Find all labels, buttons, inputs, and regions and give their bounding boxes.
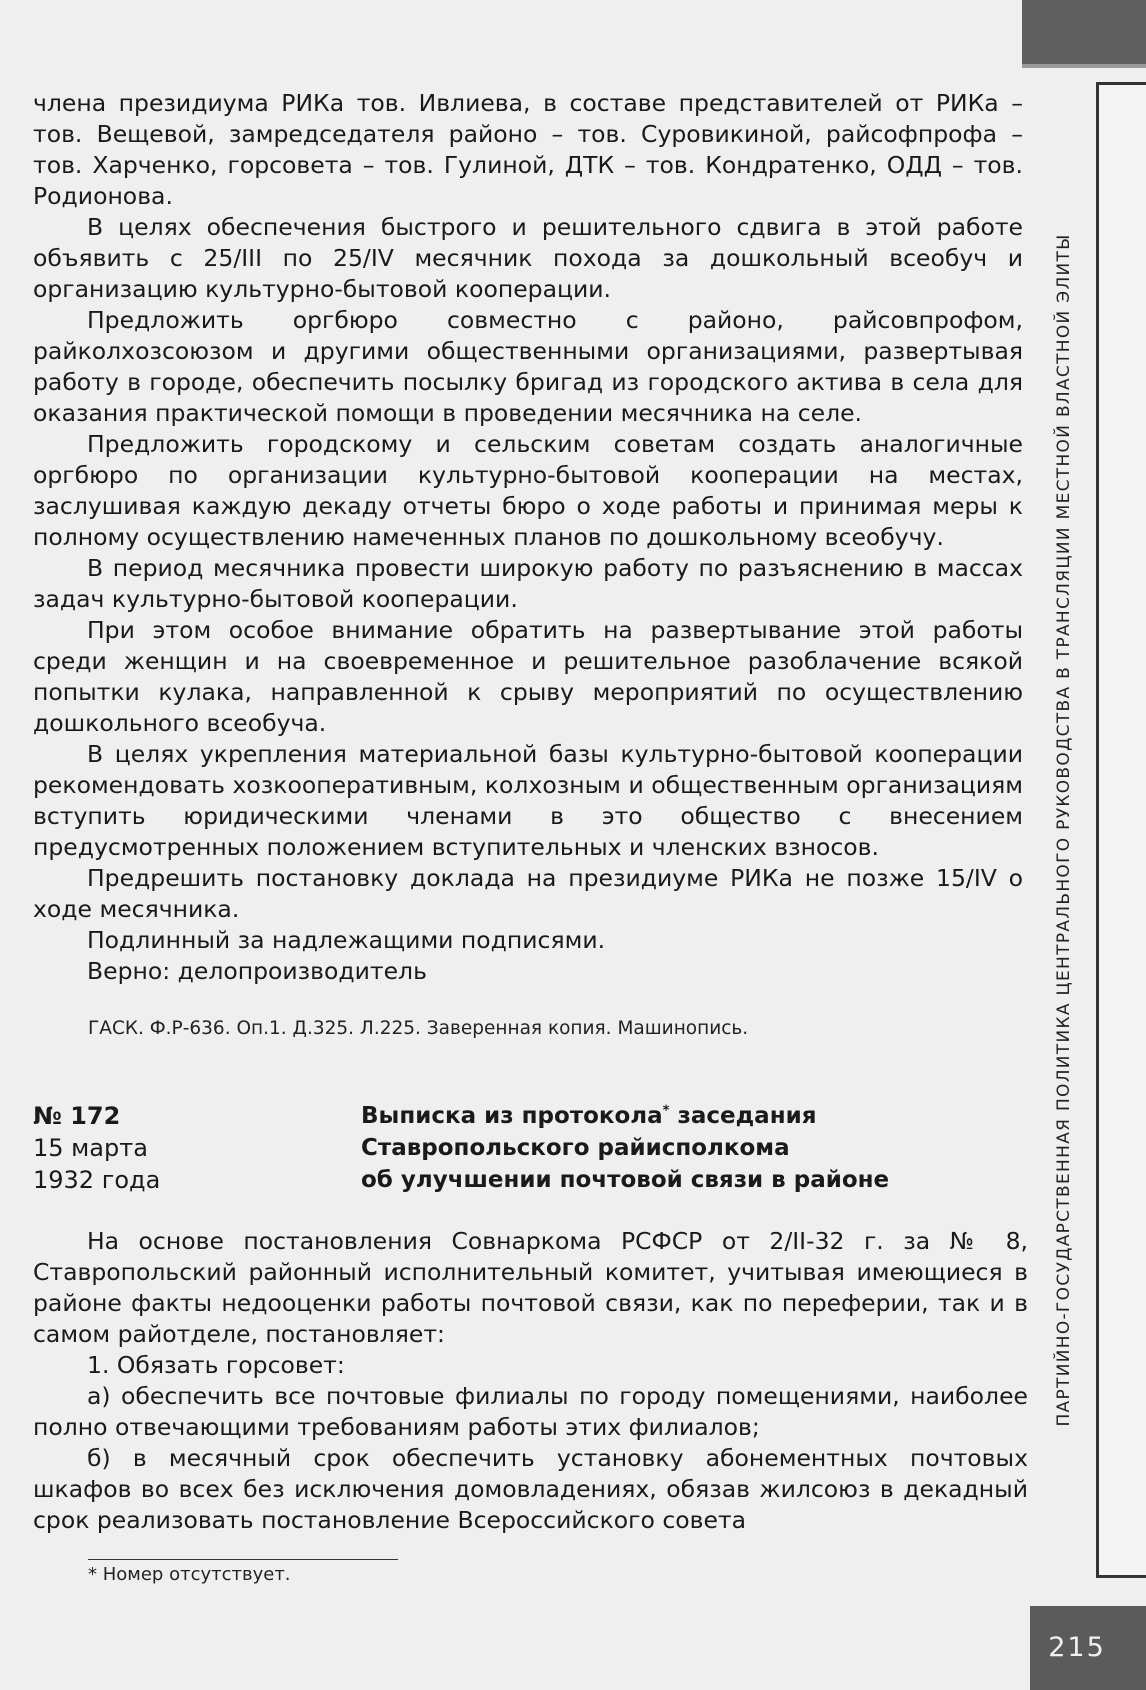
title-line: Ставропольского райисполкома [361, 1135, 790, 1161]
paragraph: В целях обеспечения быстрого и решительного сдвига в этой работе объявить с 25/III по 25/IV месячник похода за дошкольный всеобуч и организацию культурно-бытовой кооперации. [33, 213, 1023, 303]
document-date: 15 марта [33, 1134, 148, 1162]
title-line: об улучшении почтовой связи в районе [361, 1167, 890, 1193]
page-number: 215 [1048, 1632, 1106, 1663]
paragraph: В период месячника провести широкую работу по разъяснению в массах задач культурно-бытовой кооперации. [33, 554, 1023, 613]
paragraph: члена президиума РИКа тов. Ивлиева, в составе представителей от РИКа – тов. Вещевой, замредседателя районо – тов. Суровикиной, райсофпрофа – тов. Харченко, горсовета – тов. Гулиной, ДТК – тов. Кондратенко, ОДД – тов. Родионова. [33, 89, 1023, 210]
paragraph: Предложить городскому и сельским советам создать аналогичные оргбюро по организации культурно-бытовой кооперации на местах, заслушивая каждую декаду отчеты бюро о ходе работы и принимая меры к полному осуществлению намеченных планов по дошкольному всеобучу. [33, 430, 1023, 551]
paragraph: Предрешить постановку доклада на президиуме РИКа не позже 15/IV о ходе месячника. [33, 864, 1023, 923]
paragraph: 1. Обязать горсовет: [87, 1351, 345, 1379]
document-meta [33, 1100, 160, 1196]
paragraph: б) в месячный срок обеспечить установку абонементных почтовых шкафов во всех без исключения домовладениях, обязав жилсоюз в декадный срок реализовать постановление Всероссийского совета [33, 1444, 1028, 1534]
document-year: 1932 года [33, 1166, 161, 1194]
footnote-mark: * [662, 1103, 670, 1119]
paragraph: Предложить оргбюро совместно с районо, райсовпрофом, райколхозсоюзом и другими общественными организациями, развертывая работу в городе, обеспечить посылку бригад из городского актива в села для оказания практической помощи в проведении месячника на селе. [33, 306, 1023, 427]
paragraph: При этом особое внимание обратить на развертывание этой работы среди женщин и на своевременное и решительное разоблачение всякой попытки кулака, направленной к срыву мероприятий по осуществлению дошкольного всеобуча. [33, 616, 1023, 737]
title-part: Выписка из протокола [361, 1103, 663, 1129]
signature-line: Подлинный за надлежащими подписями. [87, 926, 606, 954]
top-corner-tab-edge [1022, 64, 1146, 68]
paragraph: На основе постановления Совнаркома РСФСР от 2/II-32 г. за № 8, Ставропольский районный исполнительный комитет, учитывая имеющиеся в районе факты недооценки работы почтовой связи, как по переферии, так и в самом райотделе, постановляет: [33, 1227, 1028, 1348]
paragraph: В целях укрепления материальной базы культурно-бытовой кооперации рекомендовать хозкооперативным, колхозным и общественным организациям вступить юридическими членами в это общество с внесением предусмотренных положением вступительных и членских взносов. [33, 740, 1023, 861]
title-part: заседания [669, 1103, 817, 1129]
top-corner-tab [1022, 0, 1146, 64]
document-title [361, 1100, 1001, 1196]
archive-source: ГАСК. Ф.Р-636. Оп.1. Д.325. Л.225. Заверенная копия. Машинопись. [88, 1018, 749, 1039]
paragraph: а) обеспечить все почтовые филиалы по городу помещениями, наиболее полно отвечающими требованиям работы этих филиалов; [33, 1382, 1028, 1441]
side-margin-frame [1096, 82, 1146, 1578]
footnote: * Номер отсутствует. [88, 1564, 291, 1585]
page-number-tab [1030, 1606, 1146, 1690]
footnote-rule [88, 1559, 398, 1560]
document-text [33, 1226, 1028, 1536]
running-title: ПАРТИЙНО-ГОСУДАРСТВЕННАЯ ПОЛИТИКА ЦЕНТРАЛЬНОГО РУКОВОДСТВА В ТРАНСЛЯЦИИ МЕСТНОЙ ВЛАСТНОЙ ЭЛИТЫ [1054, 233, 1074, 1427]
continuation-text [33, 88, 1023, 987]
document-number: № 172 [33, 1102, 121, 1130]
signature-line: Верно: делопроизводитель [87, 957, 427, 985]
